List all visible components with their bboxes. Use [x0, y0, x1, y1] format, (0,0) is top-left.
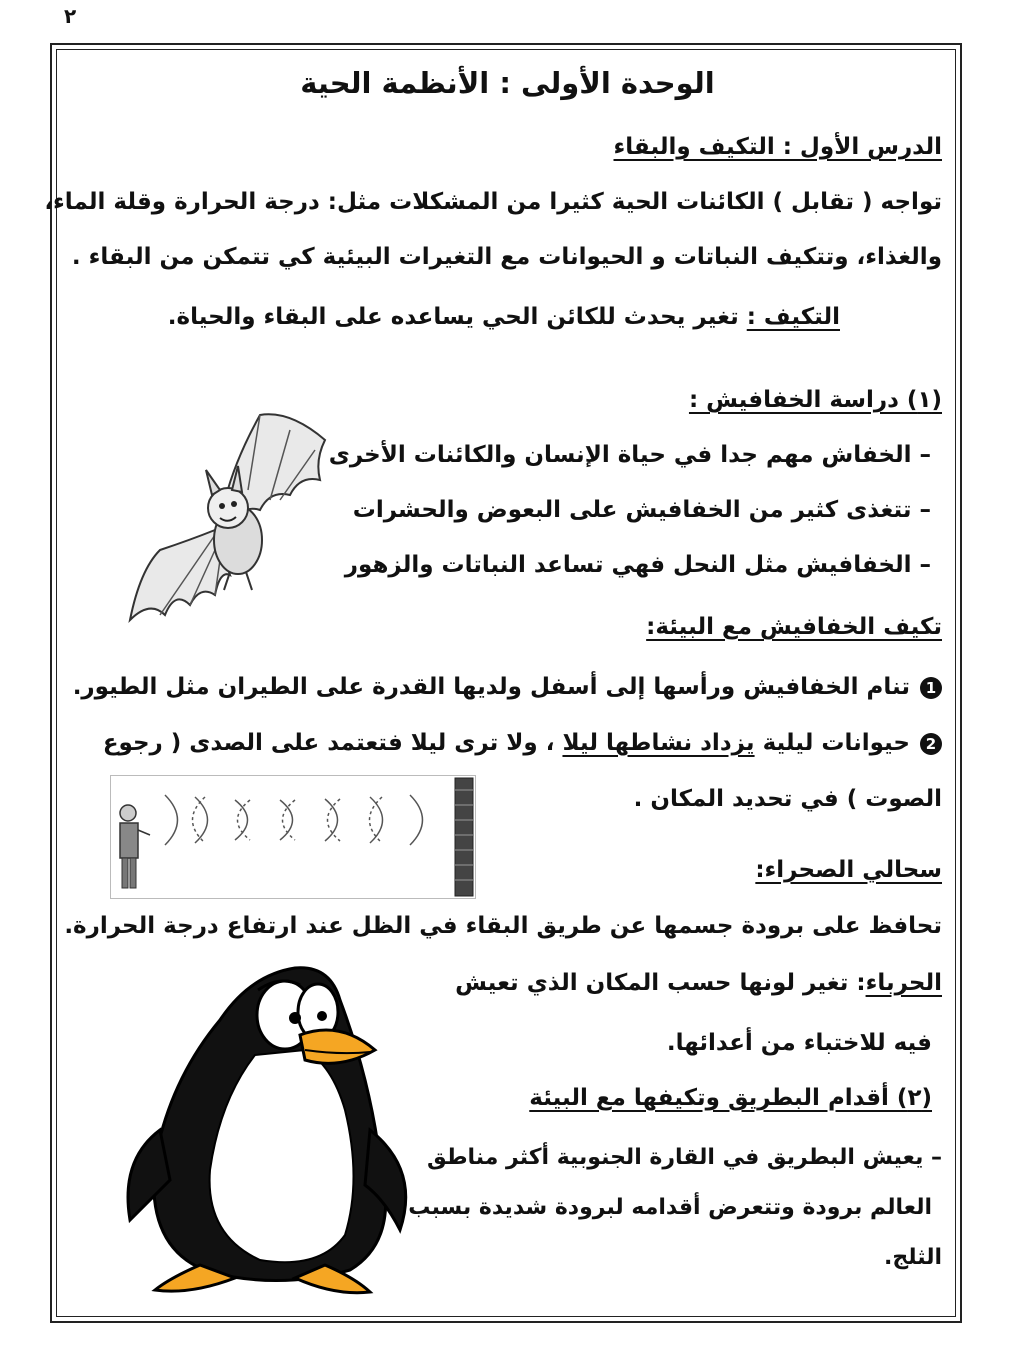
bat-illustration [120, 400, 340, 640]
echo-diagram [110, 775, 480, 900]
penguin-illustration [100, 960, 470, 1310]
adaptation-item-2 [103, 730, 942, 756]
penguin-line-1: – يعيش البطريق في القارة الجنوبية أكثر مناطق [426, 1145, 942, 1170]
adaptation-item-2-underlined: يزداد نشاطها ليلا [562, 730, 755, 756]
lesson-title: الدرس الأول : التكيف والبقاء [613, 134, 942, 160]
page-number: ٢ [64, 4, 77, 28]
definition-term: التكيف : [746, 304, 840, 330]
penguin-heading: (٢) أقدام البطريق وتكيفها مع البيئة [529, 1085, 932, 1111]
adaptation-item-1-text: تنام الخفافيش ورأسها إلى أسفل ولديها القدرة على الطيران مثل الطيور. [72, 674, 910, 700]
chameleon-text-1: : تغير لونها حسب المكان الذي تعيش [455, 970, 866, 996]
lizard-text: تحافظ على برودة جسمها عن طريق البقاء في الظل عند ارتفاع درجة الحرارة. [64, 913, 942, 939]
chameleon-line-2: فيه للاختباء من أعدائها. [666, 1030, 932, 1056]
adaptation-item-2-text-b: ، ولا ترى ليلا فتعتمد على الصدى ( رجوع [102, 730, 563, 756]
adaptation-item-1 [73, 674, 942, 700]
unit-title: الوحدة الأولى : الأنظمة الحية [300, 66, 715, 100]
bullet-1-badge: 1 [920, 677, 942, 699]
chameleon-heading: الحرباء [865, 970, 942, 996]
bats-adaptation-heading: تكيف الخفافيش مع البيئة: [646, 614, 942, 640]
intro-line-2: والغذاء، وتتكيف النباتات و الحيوانات مع التغيرات البيئية كي تتمكن من البقاء . [71, 244, 942, 270]
adaptation-item-2-text-a: حيوانات ليلية [754, 730, 910, 756]
bullet-2-badge: 2 [920, 733, 942, 755]
intro-line-1: تواجه ( تقابل ) الكائنات الحية كثيرا من المشكلات مثل: درجة الحرارة وقلة الماء، [44, 189, 942, 215]
penguin-line-3: الثلج. [884, 1245, 942, 1270]
bats-point-3: – الخفافيش مثل النحل فهي تساعد النباتات والزهور [344, 552, 931, 578]
definition [168, 304, 840, 330]
bats-point-1: – الخفاش مهم جدا في حياة الإنسان والكائنات الأخرى [328, 442, 931, 468]
bats-heading: (١) دراسة الخفافيش : [688, 387, 942, 413]
adaptation-item-2-line-2: الصوت ) في تحديد المكان . [633, 786, 942, 812]
definition-text: تغير يحدث للكائن الحي يساعده على البقاء والحياة. [167, 304, 747, 330]
lizard-heading: سحالي الصحراء: [755, 857, 942, 883]
chameleon-line-1 [455, 970, 942, 996]
bats-point-2: – تتغذى كثير من الخفافيش على البعوض والحشرات [352, 497, 931, 523]
penguin-line-2: العالم برودة وتتعرض أقدامه لبرودة شديدة بسبب [408, 1195, 932, 1220]
